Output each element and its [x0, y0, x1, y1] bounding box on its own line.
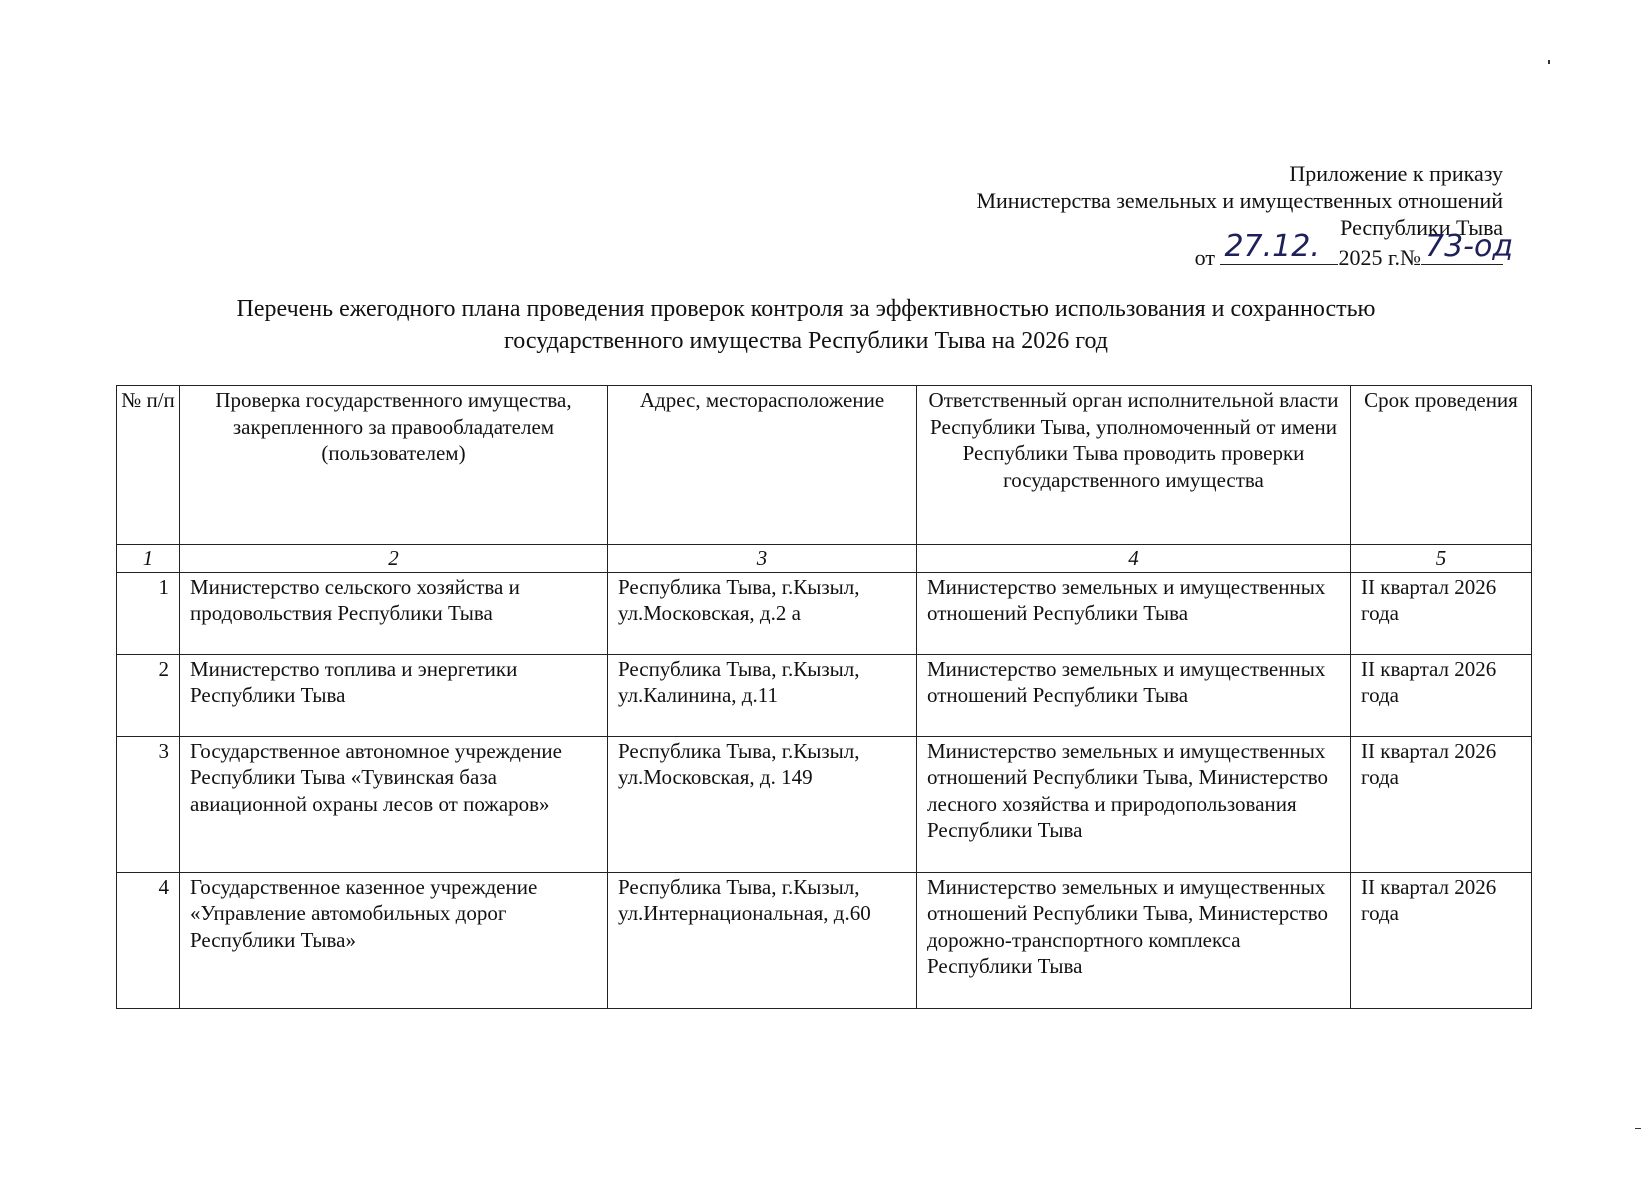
row-address: Республика Тыва, г.Кызыл, ул.Интернациональная, д.60: [608, 872, 917, 1008]
row-address: Республика Тыва, г.Кызыл, ул.Калинина, д.11: [608, 654, 917, 736]
scan-speck: [1635, 1128, 1641, 1129]
column-numbers-row: [117, 545, 1532, 573]
order-date-line: [976, 229, 1514, 271]
row-number: 2: [117, 654, 180, 736]
row-period: II квартал 2026 года: [1351, 572, 1532, 654]
approval-line-2: Министерства земельных и имущественных отношений: [976, 188, 1503, 213]
header-number: № п/п: [117, 386, 180, 545]
table-row: [117, 654, 1532, 736]
row-period: II квартал 2026 года: [1351, 872, 1532, 1008]
approval-block: [976, 160, 1514, 271]
row-entity: Государственное казенное учреждение «Управление автомобильных дорог Республики Тыва»: [180, 872, 608, 1008]
scan-speck: [1548, 60, 1550, 64]
table-row: [117, 572, 1532, 654]
column-number: 5: [1351, 545, 1532, 573]
table-row: [117, 872, 1532, 1008]
row-responsible: Министерство земельных и имущественных отношений Республики Тыва, Министерство лесного хозяйства и природопользования Республики Тыва: [917, 736, 1351, 872]
approval-line-3: Республики Тыва: [1340, 215, 1503, 240]
header-responsible: Ответственный орган исполнительной власти Республики Тыва, уполномоченный от имени Республики Тыва проводить проверки государственного имущества: [917, 386, 1351, 545]
header-period: Срок проведения: [1351, 386, 1532, 545]
row-entity: Государственное автономное учреждение Республики Тыва «Тувинская база авиационной охраны лесов от пожаров»: [180, 736, 608, 872]
row-number: 1: [117, 572, 180, 654]
row-responsible: Министерство земельных и имущественных отношений Республики Тыва, Министерство дорожно-транспортного комплекса Республики Тыва: [917, 872, 1351, 1008]
header-entity: Проверка государственного имущества, закрепленного за правообладателем (пользователем): [180, 386, 608, 545]
handwritten-number: 73-од: [1425, 229, 1514, 264]
row-responsible: Министерство земельных и имущественных отношений Республики Тыва: [917, 654, 1351, 736]
column-number: 4: [917, 545, 1351, 573]
number-blank: [1421, 229, 1514, 265]
column-number: 1: [117, 545, 180, 573]
row-responsible: Министерство земельных и имущественных отношений Республики Тыва: [917, 572, 1351, 654]
title-line-1: Перечень ежегодного плана проведения проверок контроля за эффективностью использования и сохранностью: [236, 296, 1376, 322]
handwritten-date: 27.12.: [1224, 229, 1320, 264]
table-header-row: [117, 386, 1532, 545]
approval-line-1: Приложение к приказу: [1289, 161, 1503, 186]
date-year: 2025 г.№: [1338, 245, 1421, 270]
row-address: Республика Тыва, г.Кызыл, ул.Московская, д. 149: [608, 736, 917, 872]
row-period: II квартал 2026 года: [1351, 654, 1532, 736]
document-title: [116, 293, 1496, 357]
inspection-plan-table: [116, 385, 1532, 1009]
row-address: Республика Тыва, г.Кызыл, ул.Московская, д.2 а: [608, 572, 917, 654]
row-number: 4: [117, 872, 180, 1008]
row-entity: Министерство топлива и энергетики Республики Тыва: [180, 654, 608, 736]
date-blank: [1220, 229, 1338, 265]
row-number: 3: [117, 736, 180, 872]
title-line-2: государственного имущества Республики Тыва на 2026 год: [504, 328, 1108, 354]
row-period: II квартал 2026 года: [1351, 736, 1532, 872]
table-row: [117, 736, 1532, 872]
date-prefix: от: [1194, 245, 1215, 270]
row-entity: Министерство сельского хозяйства и продовольствия Республики Тыва: [180, 572, 608, 654]
column-number: 3: [608, 545, 917, 573]
header-address: Адрес, месторасположение: [608, 386, 917, 545]
column-number: 2: [180, 545, 608, 573]
